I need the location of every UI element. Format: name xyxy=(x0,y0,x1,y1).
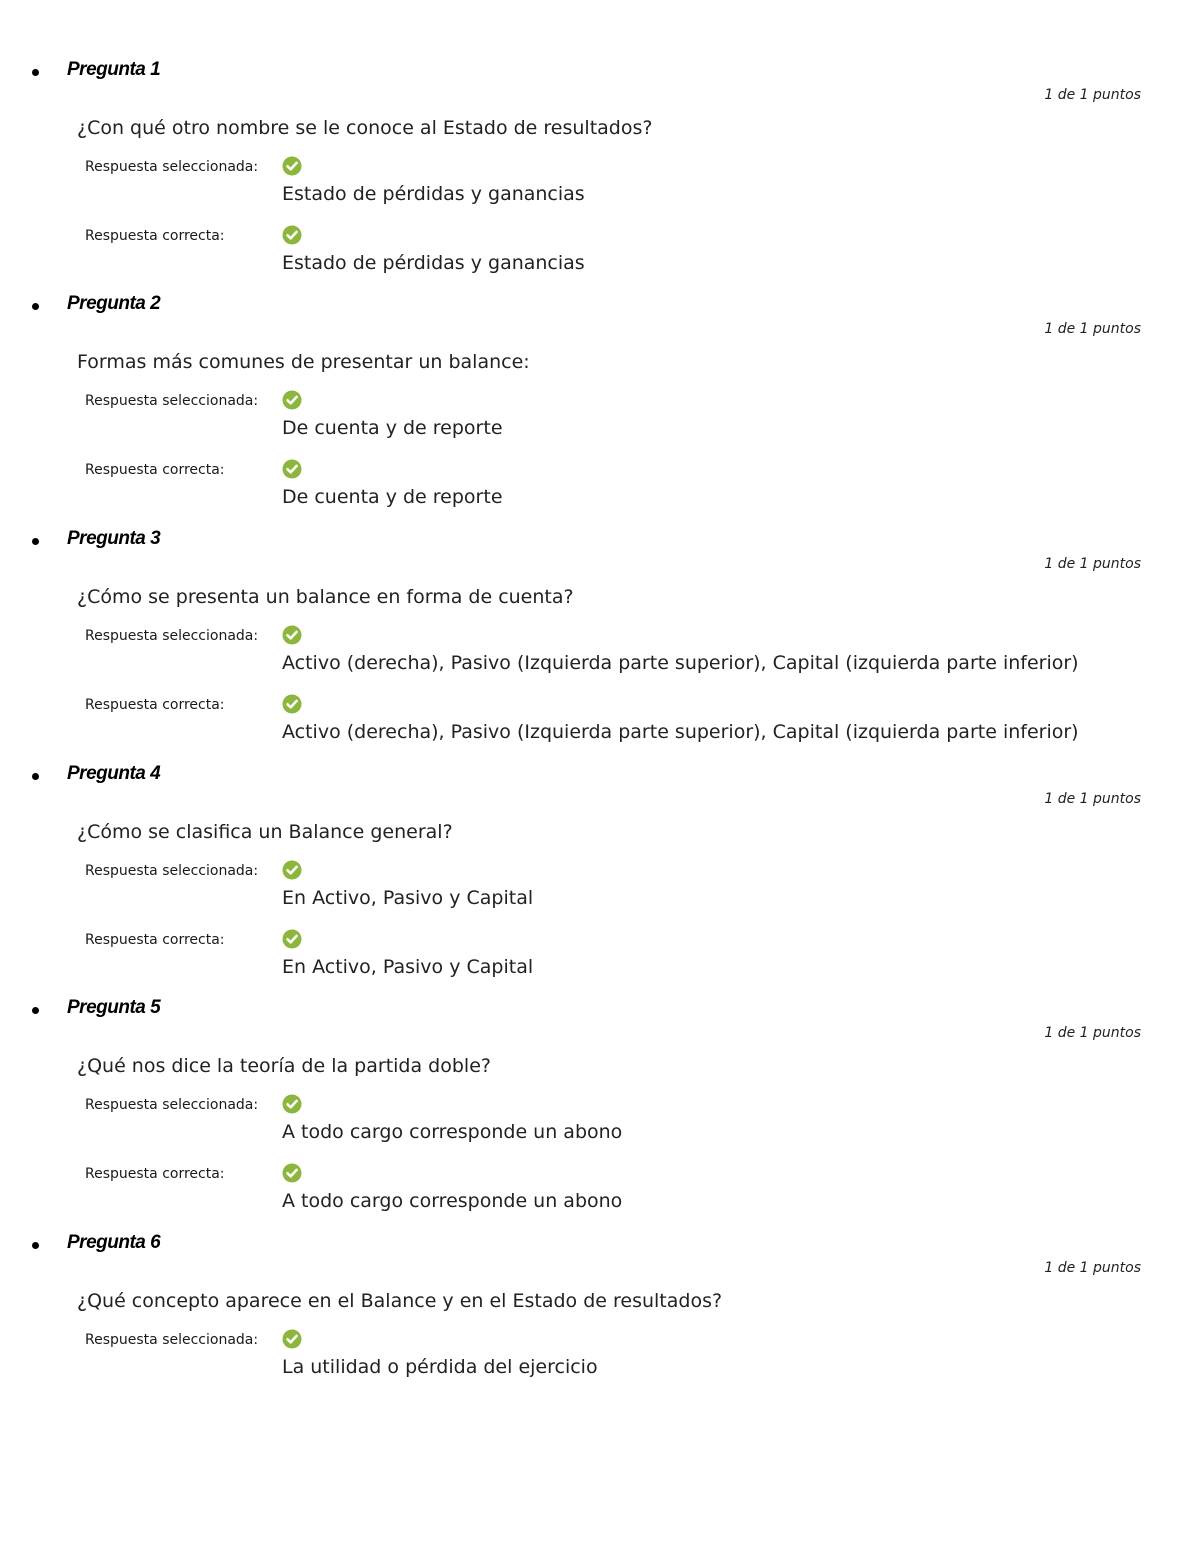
bullet xyxy=(32,303,39,310)
correct-answer-label: Respuesta correcta: xyxy=(85,1166,225,1182)
question-points: 1 de 1 puntos xyxy=(1044,556,1141,572)
correct-answer-label: Respuesta correcta: xyxy=(85,697,225,713)
selected-answer-label: Respuesta seleccionada: xyxy=(85,393,259,409)
correct-answer-label: Respuesta correcta: xyxy=(85,462,225,478)
question-6 xyxy=(0,1231,1200,1465)
question-4 xyxy=(0,762,1200,996)
check-circle-icon xyxy=(282,459,302,479)
selected-answer-label: Respuesta seleccionada: xyxy=(85,863,259,879)
question-title: Pregunta 1 xyxy=(67,59,161,80)
question-points: 1 de 1 puntos xyxy=(1044,791,1141,807)
question-title: Pregunta 3 xyxy=(67,528,161,549)
correct-answer: De cuenta y de reporte xyxy=(282,486,503,508)
check-circle-icon xyxy=(282,1329,302,1349)
question-title: Pregunta 6 xyxy=(67,1232,161,1253)
correct-answer-label: Respuesta correcta: xyxy=(85,932,225,948)
question-text: Formas más comunes de presentar un balance: xyxy=(77,351,530,373)
bullet xyxy=(32,69,39,76)
bullet xyxy=(32,1007,39,1014)
selected-answer: Estado de pérdidas y ganancias xyxy=(282,183,585,205)
check-circle-icon xyxy=(282,694,302,714)
correct-answer: En Activo, Pasivo y Capital xyxy=(282,956,534,978)
selected-answer: De cuenta y de reporte xyxy=(282,417,503,439)
selected-answer-label: Respuesta seleccionada: xyxy=(85,1332,259,1348)
bullet xyxy=(32,773,39,780)
correct-answer: Estado de pérdidas y ganancias xyxy=(282,252,585,274)
check-circle-icon xyxy=(282,390,302,410)
correct-answer: A todo cargo corresponde un abono xyxy=(282,1190,623,1212)
question-text: ¿Qué nos dice la teoría de la partida doble? xyxy=(77,1055,491,1077)
question-2 xyxy=(0,292,1200,526)
correct-answer-label: Respuesta correcta: xyxy=(85,228,225,244)
question-text: ¿Cómo se clasifica un Balance general? xyxy=(77,821,453,843)
selected-answer-label: Respuesta seleccionada: xyxy=(85,628,259,644)
check-circle-icon xyxy=(282,625,302,645)
check-circle-icon xyxy=(282,1094,302,1114)
question-title: Pregunta 2 xyxy=(67,293,161,314)
question-title: Pregunta 5 xyxy=(67,997,161,1018)
bullet xyxy=(32,1242,39,1249)
selected-answer-label: Respuesta seleccionada: xyxy=(85,1097,259,1113)
check-circle-icon xyxy=(282,225,302,245)
correct-answer: Activo (derecha), Pasivo (Izquierda parte superior), Capital (izquierda parte inferior) xyxy=(282,721,1079,743)
question-text: ¿Cómo se presenta un balance en forma de cuenta? xyxy=(77,586,574,608)
question-title: Pregunta 4 xyxy=(67,763,161,784)
check-circle-icon xyxy=(282,929,302,949)
question-points: 1 de 1 puntos xyxy=(1044,1025,1141,1041)
selected-answer: A todo cargo corresponde un abono xyxy=(282,1121,623,1143)
question-text: ¿Qué concepto aparece en el Balance y en el Estado de resultados? xyxy=(77,1290,723,1312)
question-points: 1 de 1 puntos xyxy=(1044,87,1141,103)
question-1 xyxy=(0,58,1200,292)
selected-answer: Activo (derecha), Pasivo (Izquierda parte superior), Capital (izquierda parte inferior) xyxy=(282,652,1079,674)
check-circle-icon xyxy=(282,860,302,880)
bullet xyxy=(32,538,39,545)
question-points: 1 de 1 puntos xyxy=(1044,1260,1141,1276)
question-text: ¿Con qué otro nombre se le conoce al Estado de resultados? xyxy=(77,117,653,139)
selected-answer: La utilidad o pérdida del ejercicio xyxy=(282,1356,598,1378)
question-5 xyxy=(0,996,1200,1230)
check-circle-icon xyxy=(282,1163,302,1183)
selected-answer: En Activo, Pasivo y Capital xyxy=(282,887,534,909)
selected-answer-label: Respuesta seleccionada: xyxy=(85,159,259,175)
question-3 xyxy=(0,527,1200,761)
question-points: 1 de 1 puntos xyxy=(1044,321,1141,337)
check-circle-icon xyxy=(282,156,302,176)
